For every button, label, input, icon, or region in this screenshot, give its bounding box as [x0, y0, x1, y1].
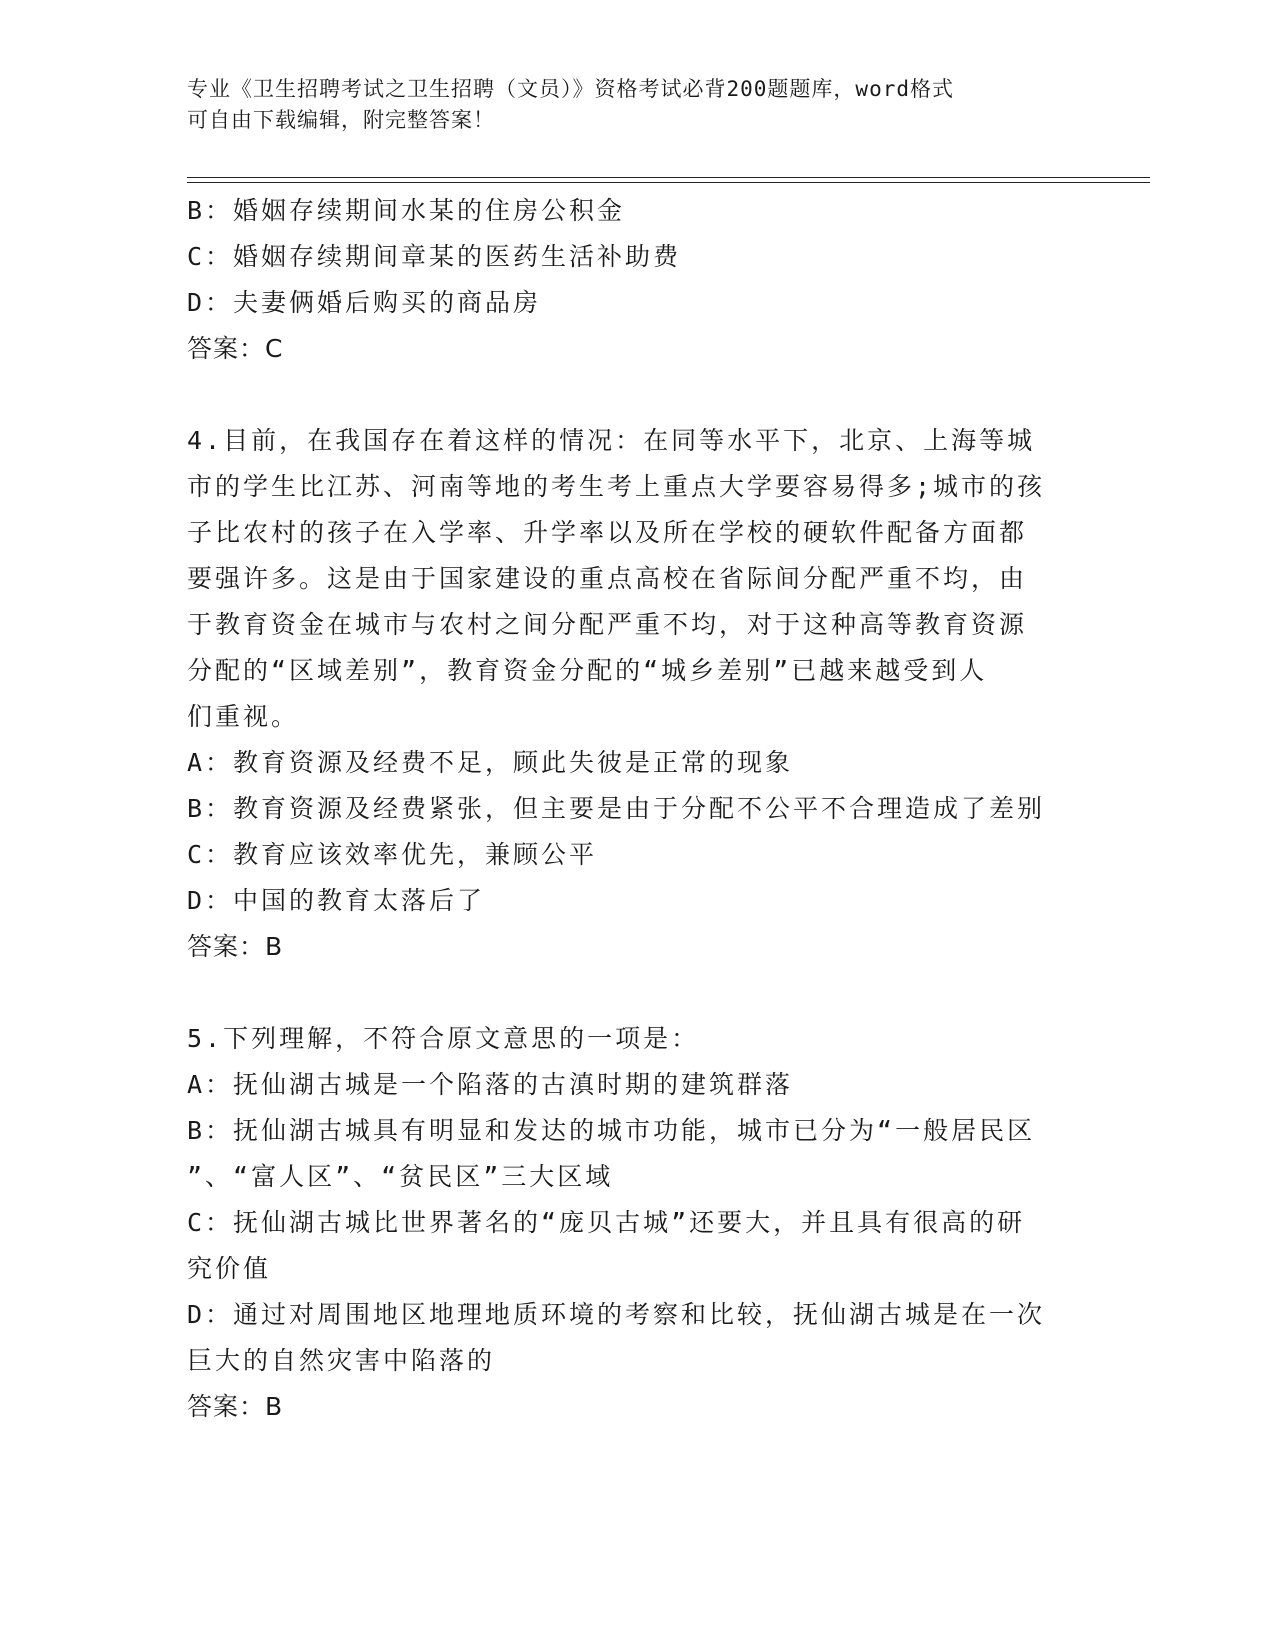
q5-option-c-line: C：抚仙湖古城比世界著名的“庞贝古城”还要大，并且具有很高的研 [187, 1208, 1026, 1237]
q4-option-a: A：教育资源及经费不足，顾此失彼是正常的现象 [187, 748, 794, 777]
spacer [187, 372, 1077, 418]
q5-option-a: A：抚仙湖古城是一个陷落的古滇时期的建筑群落 [187, 1070, 794, 1099]
q4-option-c: C：教育应该效率优先，兼顾公平 [187, 840, 598, 869]
q5-option-b-line: ”、“富人区”、“贫民区”三大区域 [187, 1162, 614, 1191]
header-line-1: 专业《卫生招聘考试之卫生招聘（文员）》资格考试必背200题题库，word格式 [187, 77, 954, 101]
q3-option-d: D：夫妻俩婚后购买的商品房 [187, 288, 542, 317]
q4-stem-line: 于教育资金在城市与农村之间分配严重不均，对于这种高等教育资源 [187, 610, 1028, 639]
header-rule-bottom [187, 182, 1150, 183]
q4-option-b: B：教育资源及经费紧张，但主要是由于分配不公平不合理造成了差别 [187, 794, 1046, 823]
q4-stem-line: 市的学生比江苏、河南等地的考生考上重点大学要容易得多;城市的孩 [187, 472, 1046, 501]
q5-option-d-line: D：通过对周围地区地理地质环境的考察和比较，抚仙湖古城是在一次 [187, 1300, 1046, 1329]
q5-option-b-line: B：抚仙湖古城具有明显和发达的城市功能，城市已分为“一般居民区 [187, 1116, 1036, 1145]
q4-stem-line: 们重视。 [187, 702, 300, 731]
q4-answer: 答案：B [187, 932, 284, 961]
q5-answer: 答案：B [187, 1392, 284, 1421]
document-body [187, 188, 1077, 1430]
header-rule-top [187, 177, 1150, 178]
q5-option-c-line: 究价值 [187, 1254, 272, 1283]
q5-stem: 5.下列理解，不符合原文意思的一项是： [187, 1024, 700, 1053]
q3-option-b: B：婚姻存续期间水某的住房公积金 [187, 196, 626, 225]
q3-option-c: C：婚姻存续期间章某的医药生活补助费 [187, 242, 682, 271]
q4-stem-line: 子比农村的孩子在入学率、升学率以及所在学校的硬软件配备方面都 [187, 518, 1028, 547]
q4-stem-line: 4.目前，在我国存在着这样的情况：在同等水平下，北京、上海等城 [187, 426, 1036, 455]
q4-option-d: D：中国的教育太落后了 [187, 886, 486, 915]
q5-option-d-line: 巨大的自然灾害中陷落的 [187, 1346, 496, 1375]
q4-stem-line: 分配的“区域差别”，教育资金分配的“城乡差别”已越来越受到人 [187, 656, 988, 685]
header-line-2: 可自由下载编辑，附完整答案！ [187, 108, 495, 132]
q4-stem-line: 要强许多。这是由于国家建设的重点高校在省际间分配严重不均，由 [187, 564, 1028, 593]
q3-answer: 答案：C [187, 334, 284, 363]
spacer [187, 970, 1077, 1016]
document-header [187, 74, 1067, 136]
